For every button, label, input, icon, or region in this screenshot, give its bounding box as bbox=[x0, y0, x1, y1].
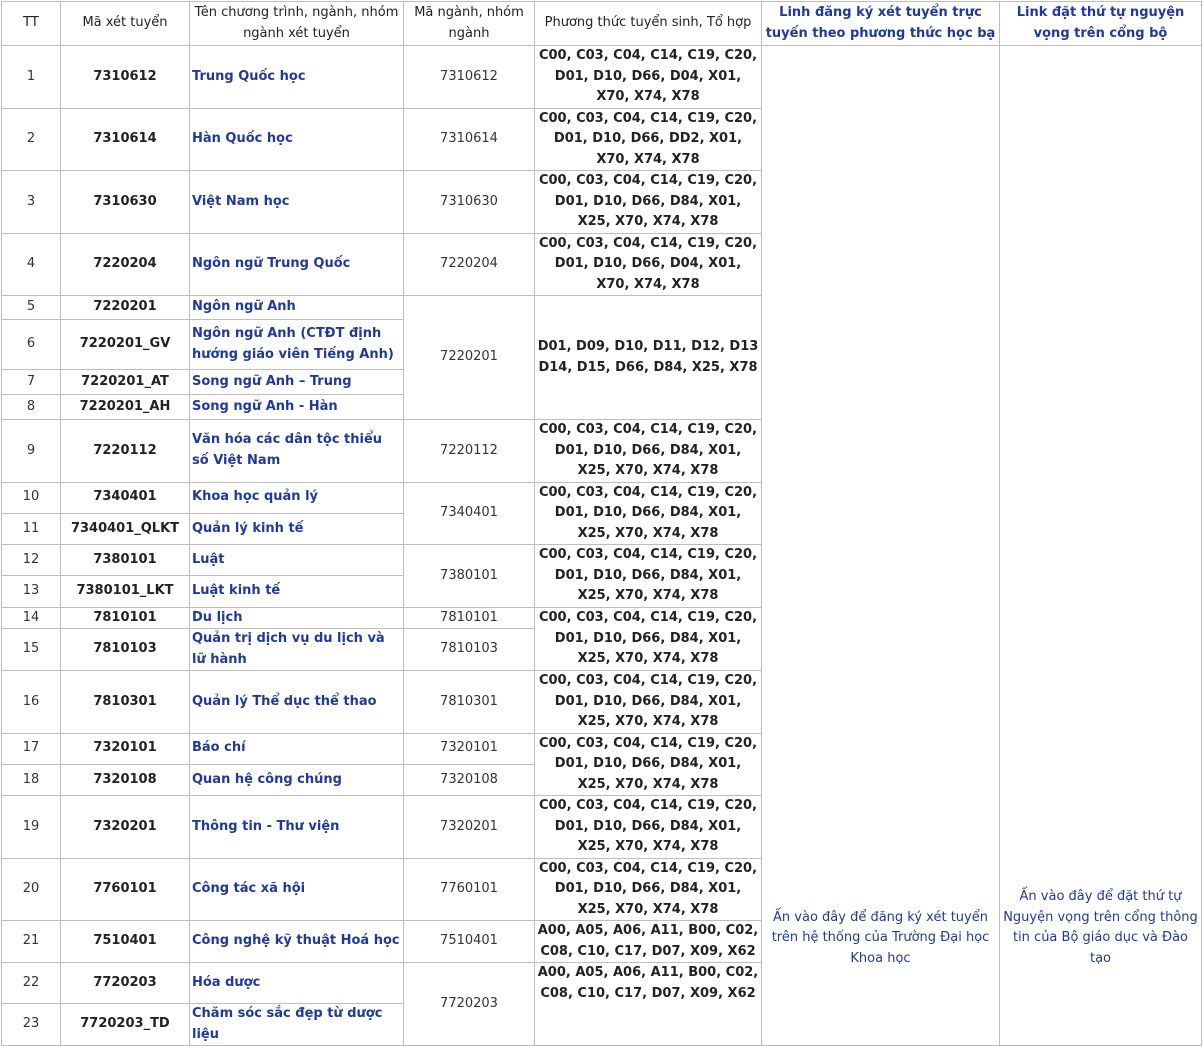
row-to-hop: A00, A05, A06, A11, B00, C02, C08, C10, C17, D07, X09, X62 bbox=[535, 921, 762, 963]
row-program-link[interactable]: Văn hóa các dân tộc thiểu số Việt Nam bbox=[190, 420, 404, 483]
row-ma-xet-tuyen: 7220201_AH bbox=[61, 395, 190, 420]
row-tt: 11 bbox=[2, 513, 61, 544]
row-program-link[interactable]: Thông tin - Thư viện bbox=[190, 796, 404, 859]
row-tt: 21 bbox=[2, 921, 61, 963]
row-program-link[interactable]: Khoa học quản lý bbox=[190, 482, 404, 513]
row-tt: 10 bbox=[2, 482, 61, 513]
row-tt: 6 bbox=[2, 320, 61, 370]
row-to-hop: C00, C03, C04, C14, C19, C20, D01, D10, D66, DD2, X01, X70, X74, X78 bbox=[535, 108, 762, 171]
row-ma-xet-tuyen: 7760101 bbox=[61, 858, 190, 921]
row-to-hop: C00, C03, C04, C14, C19, C20, D01, D10, D66, D84, X01, X25, X70, X74, X78 bbox=[535, 545, 762, 608]
row-program-link[interactable]: Luật bbox=[190, 545, 404, 576]
row-tt: 20 bbox=[2, 858, 61, 921]
row-tt: 15 bbox=[2, 629, 61, 671]
row-ma-nganh: 7220201 bbox=[404, 296, 535, 420]
col-header-ma-nganh: Mã ngành, nhóm ngành bbox=[404, 2, 535, 46]
row-to-hop: C00, C03, C04, C14, C19, C20, D01, D10, D66, D04, X01, X70, X74, X78 bbox=[535, 233, 762, 296]
col-header-ten-chuong-trinh: Tên chương trình, ngành, nhóm ngành xét tuyển bbox=[190, 2, 404, 46]
row-program-link[interactable]: Việt Nam học bbox=[190, 171, 404, 234]
row-tt: 8 bbox=[2, 395, 61, 420]
row-ma-xet-tuyen: 7340401_QLKT bbox=[61, 513, 190, 544]
row-ma-xet-tuyen: 7220201 bbox=[61, 296, 190, 320]
admission-table bbox=[1, 1, 1202, 1046]
row-tt: 14 bbox=[2, 607, 61, 629]
row-tt: 17 bbox=[2, 733, 61, 764]
header-row bbox=[2, 2, 1202, 46]
row-ma-nganh: 7320108 bbox=[404, 764, 535, 795]
row-tt: 4 bbox=[2, 233, 61, 296]
row-ma-nganh: 7340401 bbox=[404, 482, 535, 545]
row-tt: 2 bbox=[2, 108, 61, 171]
row-program-link[interactable]: Du lịch bbox=[190, 607, 404, 629]
row-tt: 9 bbox=[2, 420, 61, 483]
row-ma-xet-tuyen: 7810101 bbox=[61, 607, 190, 629]
row-program-link[interactable]: Quản lý kinh tế bbox=[190, 513, 404, 544]
row-ma-xet-tuyen: 7320101 bbox=[61, 733, 190, 764]
row-tt: 1 bbox=[2, 46, 61, 109]
row-program-link[interactable]: Quản trị dịch vụ du lịch và lữ hành bbox=[190, 629, 404, 671]
row-tt: 12 bbox=[2, 545, 61, 576]
row-ma-xet-tuyen: 7340401 bbox=[61, 482, 190, 513]
row-tt: 16 bbox=[2, 671, 61, 734]
row-ma-xet-tuyen: 7220201_AT bbox=[61, 370, 190, 395]
row-tt: 18 bbox=[2, 764, 61, 795]
row-to-hop: C00, C03, C04, C14, C19, C20, D01, D10, D66, D84, X01, X25, X70, X74, X78 bbox=[535, 858, 762, 921]
row-program-link[interactable]: Song ngữ Anh - Hàn bbox=[190, 395, 404, 420]
row-ma-xet-tuyen: 7380101_LKT bbox=[61, 576, 190, 607]
row-tt: 23 bbox=[2, 1004, 61, 1046]
row-ma-nganh: 7380101 bbox=[404, 545, 535, 608]
row-ma-xet-tuyen: 7720203 bbox=[61, 963, 190, 1004]
row-to-hop: C00, C03, C04, C14, C19, C20, D01, D10, D66, D84, X01, X25, X70, X74, X78 bbox=[535, 671, 762, 734]
row-tt: 5 bbox=[2, 296, 61, 320]
row-program-link[interactable]: Song ngữ Anh – Trung bbox=[190, 370, 404, 395]
ministry-portal-link[interactable] bbox=[1000, 46, 1202, 1046]
row-program-link[interactable]: Công nghệ kỹ thuật Hoá học bbox=[190, 921, 404, 963]
row-to-hop: C00, C03, C04, C14, C19, C20, D01, D10, D66, D84, X01, X25, X70, X74, X78 bbox=[535, 171, 762, 234]
row-program-link[interactable]: Ngôn ngữ Anh bbox=[190, 296, 404, 320]
row-tt: 19 bbox=[2, 796, 61, 859]
row-to-hop: A00, A05, A06, A11, B00, C02, C08, C10, C17, D07, X09, X62 bbox=[535, 963, 762, 1046]
row-ma-xet-tuyen: 7310614 bbox=[61, 108, 190, 171]
row-ma-xet-tuyen: 7310612 bbox=[61, 46, 190, 109]
row-ma-nganh: 7320101 bbox=[404, 733, 535, 764]
row-ma-xet-tuyen: 7510401 bbox=[61, 921, 190, 963]
row-ma-xet-tuyen: 7320201 bbox=[61, 796, 190, 859]
row-program-link[interactable]: Quan hệ công chúng bbox=[190, 764, 404, 795]
row-ma-xet-tuyen: 7310630 bbox=[61, 171, 190, 234]
row-tt: 13 bbox=[2, 576, 61, 607]
col-header-tt: TT bbox=[2, 2, 61, 46]
row-ma-nganh: 7720203 bbox=[404, 963, 535, 1046]
row-ma-nganh: 7510401 bbox=[404, 921, 535, 963]
col-header-ma-xet-tuyen: Mã xét tuyển bbox=[61, 2, 190, 46]
row-program-link[interactable]: Trung Quốc học bbox=[190, 46, 404, 109]
row-program-link[interactable]: Quản lý Thể dục thể thao bbox=[190, 671, 404, 734]
row-ma-nganh: 7320201 bbox=[404, 796, 535, 859]
row-ma-nganh: 7810103 bbox=[404, 629, 535, 671]
row-ma-nganh: 7760101 bbox=[404, 858, 535, 921]
register-online-link-text[interactable]: Ấn vào đây để đăng ký xét tuyển trên hệ thống của Trường Đại học Khoa học bbox=[771, 909, 990, 966]
row-ma-xet-tuyen: 7320108 bbox=[61, 764, 190, 795]
row-ma-xet-tuyen: 7810103 bbox=[61, 629, 190, 671]
row-ma-xet-tuyen: 7720203_TD bbox=[61, 1004, 190, 1046]
row-ma-xet-tuyen: 7220204 bbox=[61, 233, 190, 296]
row-program-link[interactable]: Luật kinh tế bbox=[190, 576, 404, 607]
register-online-link[interactable] bbox=[762, 46, 1000, 1046]
row-ma-nganh: 7310612 bbox=[404, 46, 535, 109]
row-to-hop: C00, C03, C04, C14, C19, C20, D01, D10, D66, D84, X01, X25, X70, X74, X78 bbox=[535, 733, 762, 796]
row-program-link[interactable]: Báo chí bbox=[190, 733, 404, 764]
col-header-link-dang-ky: Linh đăng ký xét tuyển trực tuyến theo phương thức học bạ bbox=[762, 2, 1000, 46]
row-program-link[interactable]: Ngôn ngữ Trung Quốc bbox=[190, 233, 404, 296]
row-ma-xet-tuyen: 7810301 bbox=[61, 671, 190, 734]
row-to-hop: C00, C03, C04, C14, C19, C20, D01, D10, D66, D84, X01, X25, X70, X74, X78 bbox=[535, 420, 762, 483]
row-ma-nganh: 7220112 bbox=[404, 420, 535, 483]
row-to-hop: C00, C03, C04, C14, C19, C20, D01, D10, D66, D84, X01, X25, X70, X74, X78 bbox=[535, 607, 762, 671]
row-to-hop: C00, C03, C04, C14, C19, C20, D01, D10, D66, D84, X01, X25, X70, X74, X78 bbox=[535, 482, 762, 545]
row-to-hop: C00, C03, C04, C14, C19, C20, D01, D10, D66, D04, X01, X70, X74, X78 bbox=[535, 46, 762, 109]
row-ma-nganh: 7810101 bbox=[404, 607, 535, 629]
row-to-hop: D01, D09, D10, D11, D12, D13 D14, D15, D66, D84, X25, X78 bbox=[535, 296, 762, 420]
row-program-link[interactable]: Hàn Quốc học bbox=[190, 108, 404, 171]
col-header-link-dat-thu-tu: Link đặt thứ tự nguyện vọng trên cổng bộ bbox=[1000, 2, 1202, 46]
row-ma-xet-tuyen: 7220112 bbox=[61, 420, 190, 483]
row-to-hop: C00, C03, C04, C14, C19, C20, D01, D10, D66, D84, X01, X25, X70, X74, X78 bbox=[535, 796, 762, 859]
table-row bbox=[2, 46, 1202, 109]
row-ma-xet-tuyen: 7220201_GV bbox=[61, 320, 190, 370]
ministry-portal-link-text[interactable]: Ấn vào đây để đặt thứ tự Nguyện vọng trên cổng thông tin của Bộ giáo dục và Đào tạo bbox=[1003, 889, 1198, 966]
row-program-link[interactable]: Hóa dược bbox=[190, 963, 404, 1004]
row-ma-nganh: 7310614 bbox=[404, 108, 535, 171]
row-program-link[interactable]: Công tác xã hội bbox=[190, 858, 404, 921]
row-ma-nganh: 7220204 bbox=[404, 233, 535, 296]
row-program-link[interactable]: Ngôn ngữ Anh (CTĐT định hướng giáo viên Tiếng Anh) bbox=[190, 320, 404, 370]
row-ma-xet-tuyen: 7380101 bbox=[61, 545, 190, 576]
row-tt: 22 bbox=[2, 963, 61, 1004]
row-program-link[interactable]: Chăm sóc sắc đẹp từ dược liệu bbox=[190, 1004, 404, 1046]
row-tt: 7 bbox=[2, 370, 61, 395]
col-header-phuong-thuc: Phương thức tuyển sinh, Tổ hợp bbox=[535, 2, 762, 46]
row-tt: 3 bbox=[2, 171, 61, 234]
row-ma-nganh: 7810301 bbox=[404, 671, 535, 734]
row-ma-nganh: 7310630 bbox=[404, 171, 535, 234]
